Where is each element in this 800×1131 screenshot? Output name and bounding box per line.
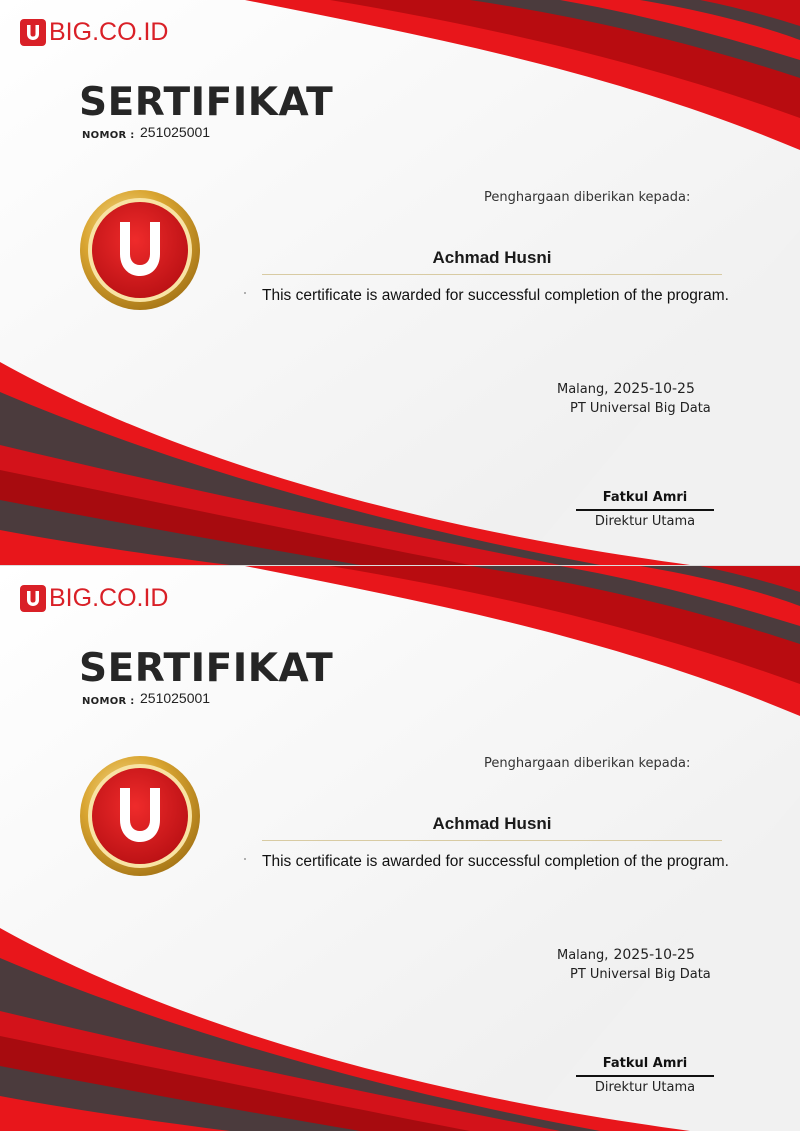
decorative-dot — [244, 292, 246, 294]
place: Malang, — [557, 382, 609, 397]
signer-role: Direktur Utama — [594, 514, 696, 529]
number-label: NOMOR : — [82, 696, 135, 707]
recipient-underline — [262, 840, 722, 841]
decorative-dot — [244, 858, 246, 860]
certificate-number: 251025001 — [140, 124, 211, 140]
signer-name: Fatkul Amri — [602, 1056, 688, 1071]
medal-seal-icon — [78, 754, 202, 878]
signature-line — [576, 1075, 714, 1077]
certificate-title: SERTIFIKAT — [79, 646, 334, 691]
brand-logo — [20, 19, 168, 46]
certificate-title: SERTIFIKAT — [79, 80, 334, 125]
award-description: This certificate is awarded for successful completion of the program. — [262, 853, 729, 870]
recipient-name: Achmad Husni — [432, 248, 552, 267]
given-to-label: Penghargaan diberikan kepada: — [484, 190, 691, 205]
company-name: PT Universal Big Data — [570, 401, 711, 416]
certificate-number: 251025001 — [140, 690, 211, 706]
certificate-2 — [0, 565, 800, 1131]
issue-date: 2025-10-25 — [613, 381, 695, 397]
brand-mark-icon — [20, 19, 46, 46]
recipient-underline — [262, 274, 722, 275]
number-label: NOMOR : — [82, 130, 135, 141]
signature-line — [576, 509, 714, 511]
certificate-1 — [0, 0, 800, 565]
place-date — [557, 378, 695, 397]
signer-role: Direktur Utama — [594, 1080, 696, 1095]
medal-seal-icon — [78, 188, 202, 312]
award-description: This certificate is awarded for successful completion of the program. — [262, 287, 729, 304]
brand-mark-icon — [20, 585, 46, 612]
recipient-name: Achmad Husni — [432, 814, 552, 833]
brand-logo — [20, 585, 168, 612]
brand-name: BIG.CO.ID — [49, 584, 169, 612]
issue-date: 2025-10-25 — [613, 947, 695, 963]
place-date — [557, 944, 695, 963]
company-name: PT Universal Big Data — [570, 967, 711, 982]
signer-name: Fatkul Amri — [602, 490, 688, 505]
place: Malang, — [557, 948, 609, 963]
brand-name: BIG.CO.ID — [49, 18, 169, 46]
given-to-label: Penghargaan diberikan kepada: — [484, 756, 691, 771]
